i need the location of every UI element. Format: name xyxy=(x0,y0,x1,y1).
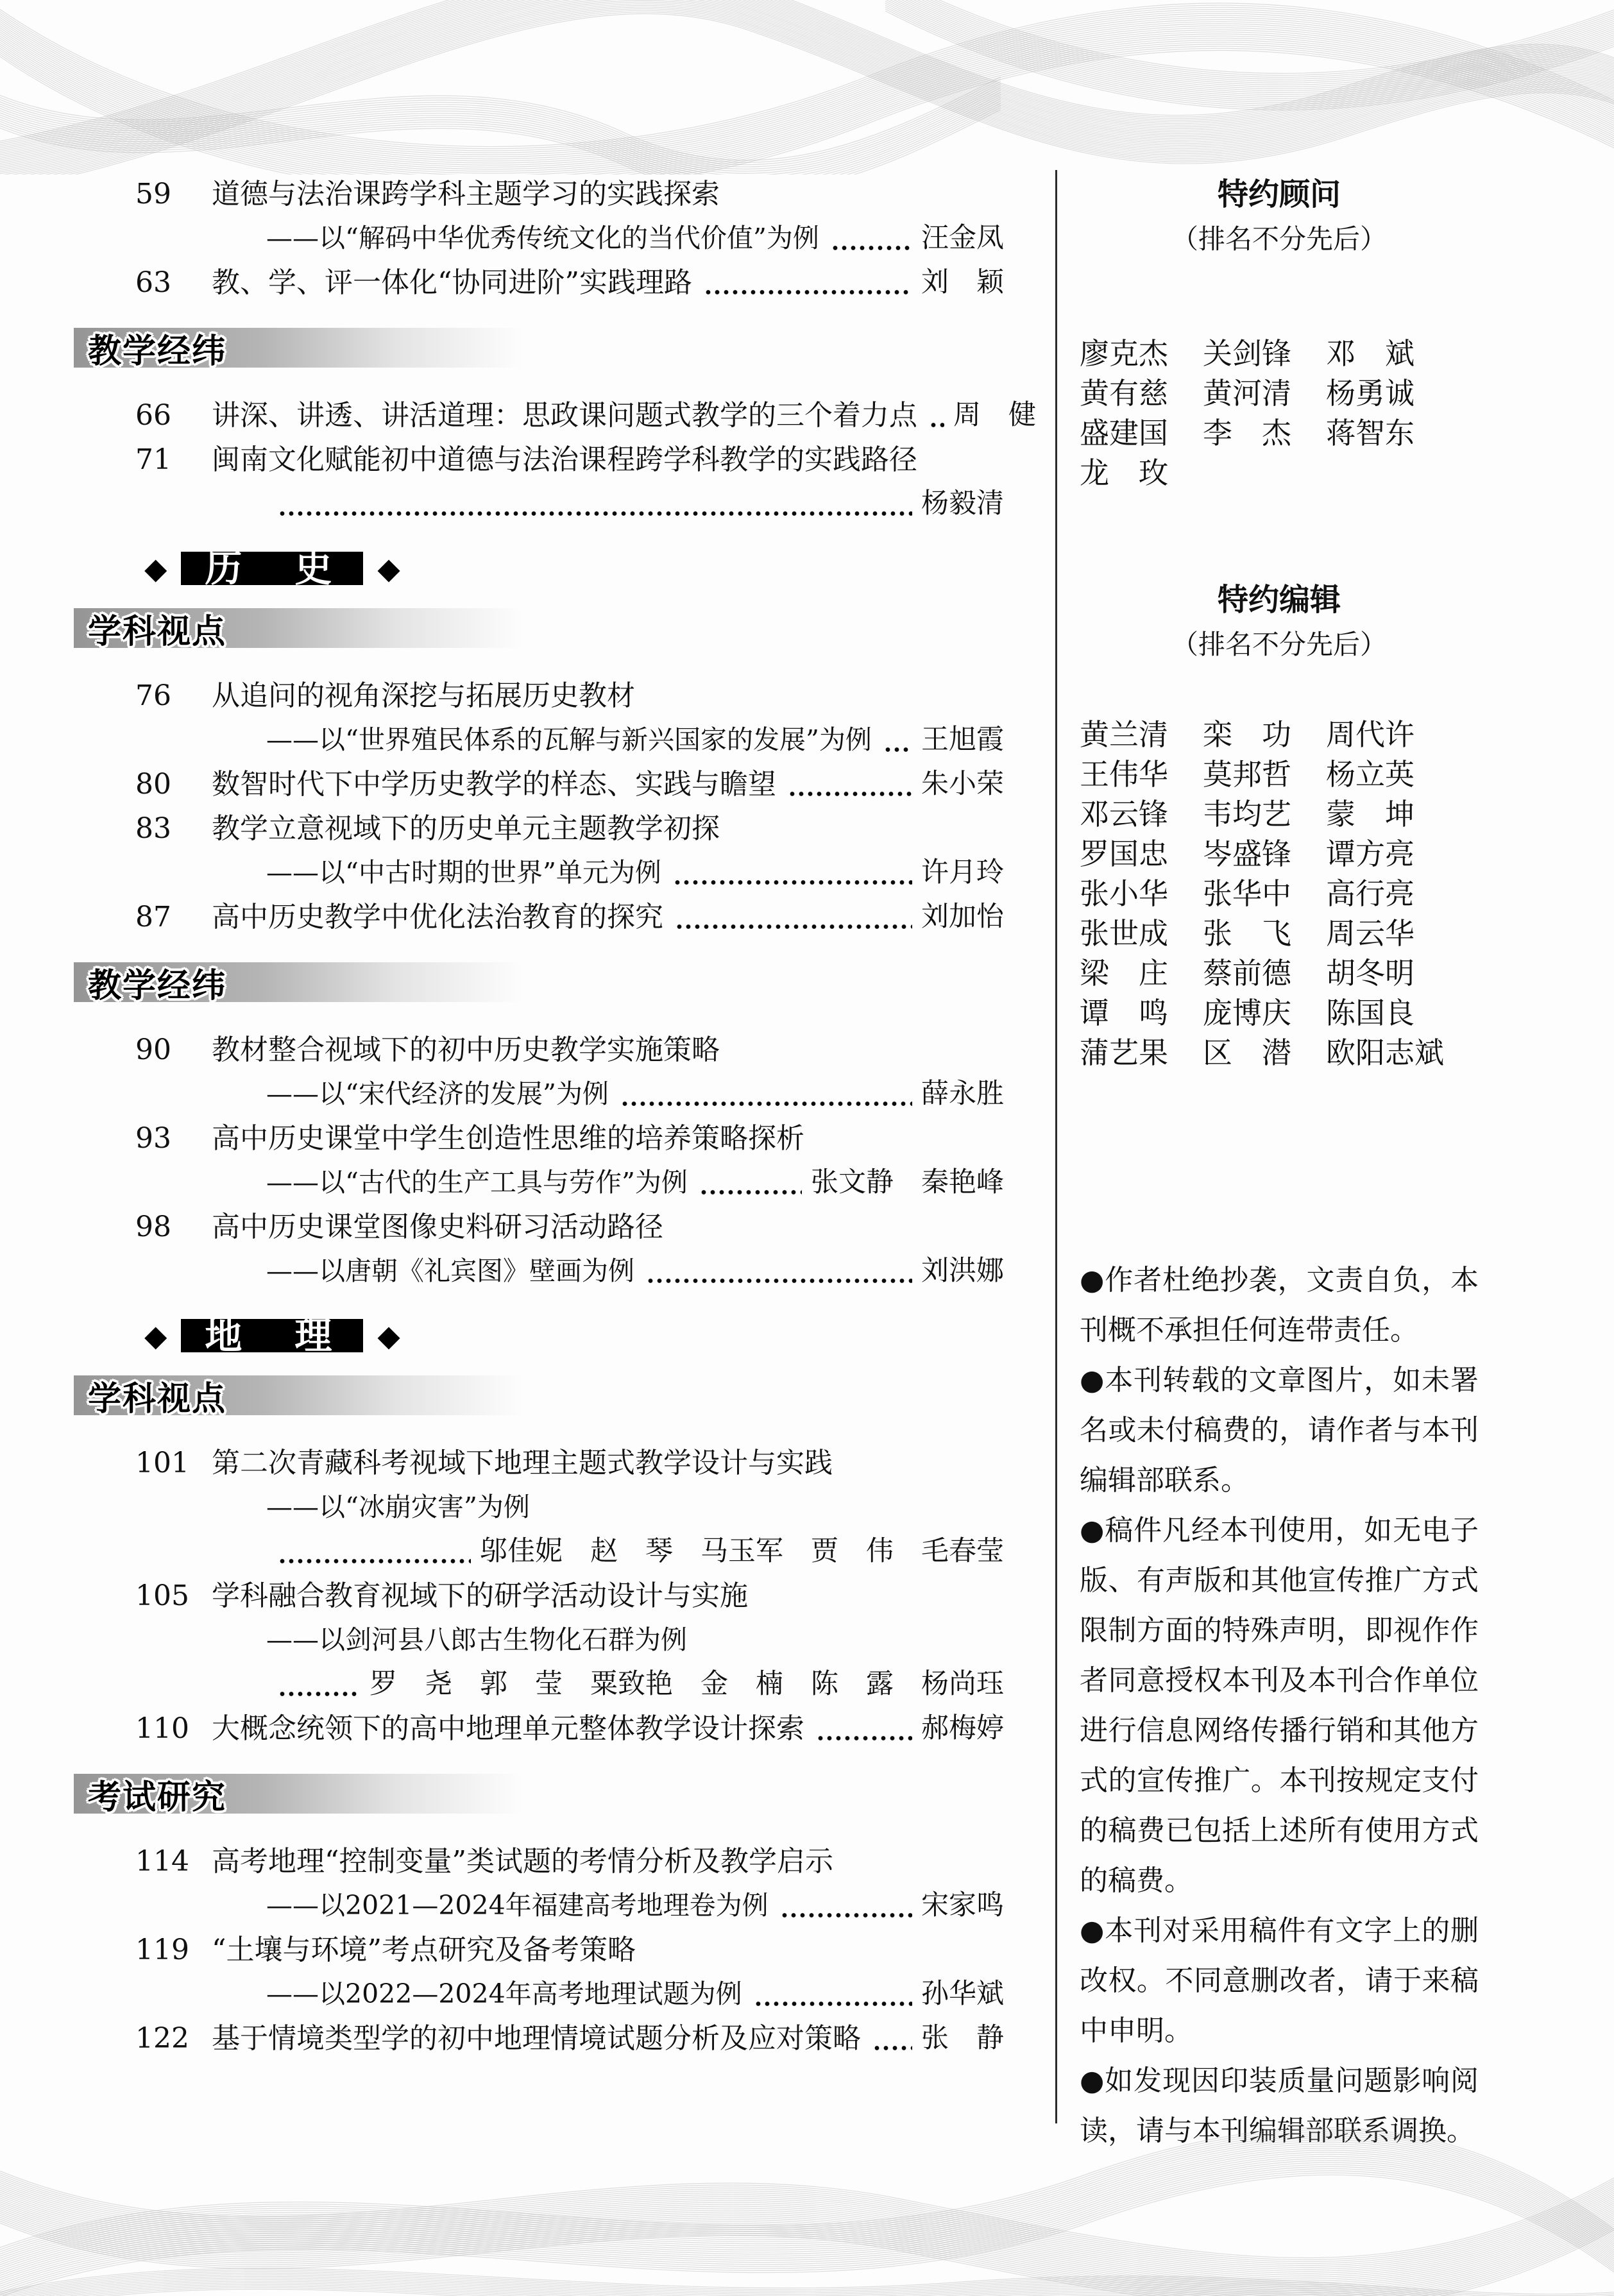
subject-title: 历 史 xyxy=(181,552,363,585)
dot-leader xyxy=(278,1558,471,1564)
page-number: 80 xyxy=(135,768,171,801)
diamond-icon: ◆ xyxy=(377,551,400,586)
entry-authors: 孙华斌 xyxy=(921,1978,1004,2010)
dot-leader xyxy=(675,924,912,930)
toc-entry-line xyxy=(74,172,1004,216)
column-header-label: 考试研究 xyxy=(88,1778,227,1817)
person-name: 杨勇诚 xyxy=(1326,376,1414,411)
toc-entry-line xyxy=(74,1706,1004,1751)
entry-title: 道德与法治课跨学科主题学习的实践探索 xyxy=(212,178,720,210)
entry-title: 学科融合教育视域下的研学活动设计与实施 xyxy=(212,1579,748,1612)
entry-title: 第二次青藏科考视域下地理主题式教学设计与实践 xyxy=(212,1447,833,1479)
dot-leader xyxy=(780,1912,912,1918)
column-header-bar xyxy=(74,608,523,651)
editors-name-grid xyxy=(1080,715,1479,1073)
notice-item: ●如发现因印装质量问题影响阅读，请与本刊编辑部联系调换。 xyxy=(1080,2064,1479,2147)
dot-leader xyxy=(673,880,912,885)
entry-authors: 许月玲 xyxy=(921,856,1004,889)
person-name: 区 潜 xyxy=(1203,1035,1291,1070)
entry-title: 高中历史课堂图像史料研习活动路径 xyxy=(212,1211,663,1243)
entry-authors: 罗 尧 郭 莹 粟致艳 金 楠 陈 露 杨尚珏 xyxy=(370,1668,1004,1700)
entry-subtitle: ——以“古代的生产工具与劳作”为例 xyxy=(266,1167,688,1198)
dot-leader xyxy=(929,422,944,428)
page-number: 66 xyxy=(135,399,171,432)
person-name: 李 杰 xyxy=(1203,416,1291,450)
entry-authors: 周 健 xyxy=(953,399,1036,431)
person-name: 庞博庆 xyxy=(1203,996,1291,1030)
person-name: 蒙 坤 xyxy=(1326,797,1414,831)
person-name: 岑盛锋 xyxy=(1203,837,1291,871)
person-name: 栾 功 xyxy=(1203,717,1291,752)
person-name: 王伟华 xyxy=(1080,757,1168,792)
entry-subtitle: ——以“宋代经济的发展”为例 xyxy=(266,1078,609,1109)
notices-list xyxy=(1080,1255,1479,2156)
page-number: 105 xyxy=(135,1579,189,1612)
page-number: 114 xyxy=(135,1845,189,1878)
toc-entry-line xyxy=(74,1574,1004,1618)
advisors-note: （排名不分先后） xyxy=(1171,223,1387,255)
notice-item: ●本刊转载的文章图片，如未署名或未付稿费的，请作者与本刊编辑部联系。 xyxy=(1080,1364,1479,1497)
notice-item: ●本刊对采用稿件有文字上的删改权。不同意删改者，请于来稿中申明。 xyxy=(1080,1914,1479,2047)
entry-subtitle: ——以“解码中华优秀传统文化的当代价值”为例 xyxy=(266,223,819,253)
notice-item: ●稿件凡经本刊使用，如无电子版、有声版和其他宣传推广方式限制方面的特殊声明，即视作作者同意授权本刊及本刊合作单位进行信息网络传播行销和其他方式的宣传推广。本刊按规定支付的稿费已包括上述所有使用方式的稿费。 xyxy=(1080,1514,1479,1897)
column-header-bar xyxy=(74,1774,523,1817)
toc-column xyxy=(74,166,1036,2061)
toc-entry-line xyxy=(74,1618,1004,1662)
dot-leader xyxy=(883,747,912,753)
person-name: 谭 鸣 xyxy=(1080,996,1168,1030)
advisors-name-grid xyxy=(1080,334,1479,493)
page-number: 71 xyxy=(135,443,171,476)
entry-authors: 薛永胜 xyxy=(921,1078,1004,1110)
person-name: 黄兰清 xyxy=(1080,717,1168,752)
person-name: 黄有慈 xyxy=(1080,376,1168,411)
advisors-title: 特约顾问 xyxy=(1217,176,1341,212)
toc-entry-line xyxy=(74,1839,1004,1884)
toc-entry-line xyxy=(74,1972,1004,2016)
entry-title: 高中历史教学中优化法治教育的探究 xyxy=(212,901,663,933)
toc-entry-line xyxy=(74,1529,1004,1574)
subject-divider xyxy=(144,1314,1004,1357)
dot-leader xyxy=(646,1278,912,1284)
entry-title: 闽南文化赋能初中道德与法治课程跨学科教学的实践路径 xyxy=(212,443,917,476)
person-name: 盛建国 xyxy=(1080,416,1168,450)
entry-subtitle: ——以“中古时期的世界”单元为例 xyxy=(266,857,661,888)
page-number: 93 xyxy=(135,1122,171,1155)
person-name: 龙 玫 xyxy=(1080,455,1168,490)
person-name: 廖克杰 xyxy=(1080,336,1168,371)
dot-leader xyxy=(704,289,912,295)
entry-subtitle: ——以2022—2024年高考地理试题为例 xyxy=(266,1978,742,2009)
person-name: 高行亮 xyxy=(1326,876,1414,911)
entry-title: 高考地理“控制变量”类试题的考情分析及教学启示 xyxy=(212,1845,833,1878)
toc-entry-line xyxy=(74,438,1004,482)
toc-entry-line xyxy=(74,1161,1004,1205)
page-number: 76 xyxy=(135,679,171,712)
entry-title: 讲深、讲透、讲活道理：思政课问题式教学的三个着力点 xyxy=(212,399,917,432)
toc-entry-line xyxy=(74,482,1004,526)
toc-entry-line xyxy=(74,1072,1004,1116)
entry-title: 数智时代下中学历史教学的样态、实践与瞻望 xyxy=(212,768,776,801)
person-name: 梁 庄 xyxy=(1080,956,1168,991)
toc-entry-line xyxy=(74,851,1004,895)
person-name: 张 飞 xyxy=(1203,916,1291,951)
entry-title: 教材整合视域下的初中历史教学实施策略 xyxy=(212,1033,720,1066)
toc-entry-line xyxy=(74,1485,1004,1529)
entry-subtitle: ——以2021—2024年福建高考地理卷为例 xyxy=(266,1890,769,1921)
diamond-icon: ◆ xyxy=(377,1318,400,1353)
toc-entry-line xyxy=(74,806,1004,851)
toc-entry-line xyxy=(74,393,1036,438)
page-number: 122 xyxy=(135,2022,189,2055)
diamond-icon: ◆ xyxy=(144,1318,167,1353)
person-name: 关剑锋 xyxy=(1203,336,1291,371)
entry-authors: 刘洪娜 xyxy=(921,1255,1004,1287)
dot-leader xyxy=(620,1101,912,1107)
column-divider-line xyxy=(1055,170,1057,2123)
entry-title: 大概念统领下的高中地理单元整体教学设计探索 xyxy=(212,1712,804,1745)
toc-entry-line xyxy=(74,216,1004,260)
person-name: 张世成 xyxy=(1080,916,1168,951)
entry-authors: 邬佳妮 赵 琴 马玉军 贾 伟 毛春莹 xyxy=(480,1535,1004,1567)
entry-authors: 杨毅清 xyxy=(921,488,1004,520)
entry-subtitle: ——以“冰崩灾害”为例 xyxy=(266,1492,530,1522)
column-header-bar xyxy=(74,962,523,1005)
page-number: 63 xyxy=(135,266,171,299)
person-name: 张华中 xyxy=(1203,876,1291,911)
masthead-column xyxy=(1080,172,1479,2156)
person-name: 陈国良 xyxy=(1326,996,1414,1030)
toc-entry-line xyxy=(74,674,1004,718)
entry-authors: 王旭霞 xyxy=(921,724,1004,756)
diamond-icon: ◆ xyxy=(144,551,167,586)
entry-title: 基于情境类型学的初中地理情境试题分析及应对策略 xyxy=(212,2022,861,2055)
column-header-label: 教学经纬 xyxy=(88,332,227,371)
dot-leader xyxy=(278,511,912,516)
column-header-label: 教学经纬 xyxy=(88,966,227,1005)
dot-leader xyxy=(816,1735,912,1741)
toc-entry-line xyxy=(74,1441,1004,1485)
person-name: 莫邦哲 xyxy=(1203,757,1291,792)
toc-entry-line xyxy=(74,1028,1004,1072)
person-name: 周代许 xyxy=(1326,717,1414,752)
column-header-bar xyxy=(74,1375,523,1418)
column-header-bar xyxy=(74,328,523,371)
person-name: 蒲艺果 xyxy=(1080,1035,1168,1070)
toc-entry-line xyxy=(74,260,1004,305)
editors-note: （排名不分先后） xyxy=(1171,629,1387,660)
entry-title: “土壤与环境”考点研究及备考策略 xyxy=(212,1934,636,1966)
page-number: 101 xyxy=(135,1447,189,1479)
page-number: 83 xyxy=(135,812,171,845)
entry-title: 教、学、评一体化“协同进阶”实践理路 xyxy=(212,266,692,299)
person-name: 周云华 xyxy=(1326,916,1414,951)
toc-entry-line xyxy=(74,1662,1004,1706)
entry-authors: 汪金凤 xyxy=(921,222,1004,254)
page-number: 59 xyxy=(135,178,171,210)
page-number: 110 xyxy=(135,1712,189,1745)
page-number: 90 xyxy=(135,1033,171,1066)
person-name: 杨立英 xyxy=(1326,757,1414,792)
entry-title: 从追问的视角深挖与拓展历史教材 xyxy=(212,679,635,712)
person-name: 蒋智东 xyxy=(1326,416,1414,450)
toc-entry-line xyxy=(74,895,1004,939)
dot-leader xyxy=(831,245,912,251)
notice-item: ●作者杜绝抄袭，文责自负，本刊概不承担任何连带责任。 xyxy=(1080,1264,1479,1347)
decorative-wave-top xyxy=(0,0,1614,174)
decorative-wave-bottom xyxy=(0,2096,1614,2296)
toc-entry-line xyxy=(74,1249,1004,1293)
entry-authors: 朱小荣 xyxy=(921,768,1004,800)
person-name: 张小华 xyxy=(1080,876,1168,911)
editors-title: 特约编辑 xyxy=(1217,582,1341,618)
person-name: 黄河清 xyxy=(1203,376,1291,411)
dot-leader xyxy=(278,1691,361,1697)
entry-subtitle: ——以“世界殖民体系的瓦解与新兴国家的发展”为例 xyxy=(266,724,872,755)
toc-entry-line xyxy=(74,1928,1004,1972)
person-name: 胡冬明 xyxy=(1326,956,1414,991)
toc-entry-line xyxy=(74,718,1004,762)
subject-divider xyxy=(144,547,1004,590)
entry-subtitle: ——以剑河县八郎古生物化石群为例 xyxy=(266,1624,687,1655)
person-name: 韦均艺 xyxy=(1203,797,1291,831)
page-number: 98 xyxy=(135,1211,171,1243)
dot-leader xyxy=(788,791,912,797)
page-number: 87 xyxy=(135,901,171,933)
person-name: 谭方亮 xyxy=(1326,837,1414,871)
toc-entry-line xyxy=(74,1884,1004,1928)
subject-title: 地 理 xyxy=(181,1319,363,1352)
column-header-label: 学科视点 xyxy=(88,612,227,651)
toc-entry-line xyxy=(74,2016,1004,2061)
column-header-label: 学科视点 xyxy=(88,1379,227,1418)
toc-entry-line xyxy=(74,762,1004,806)
entry-authors: 刘加怡 xyxy=(921,901,1004,933)
person-name: 邓 斌 xyxy=(1326,336,1414,371)
entry-authors: 宋家鸣 xyxy=(921,1889,1004,1921)
person-name: 邓云锋 xyxy=(1080,797,1168,831)
page-number: 119 xyxy=(135,1934,189,1966)
entry-authors: 张 静 xyxy=(921,2022,1004,2054)
entry-title: 高中历史课堂中学生创造性思维的培养策略探析 xyxy=(212,1122,804,1155)
person-name: 蔡前德 xyxy=(1203,956,1291,991)
toc-entry-line xyxy=(74,1205,1004,1249)
entry-subtitle: ——以唐朝《礼宾图》壁画为例 xyxy=(266,1255,634,1286)
person-name: 欧阳志斌 xyxy=(1326,1035,1444,1070)
dot-leader xyxy=(754,2001,912,2007)
dot-leader xyxy=(699,1189,802,1195)
toc-entry-line xyxy=(74,1116,1004,1161)
entry-authors: 张文静 秦艳峰 xyxy=(811,1166,1004,1198)
entry-authors: 郝梅婷 xyxy=(921,1712,1004,1744)
dot-leader xyxy=(872,2045,912,2051)
person-name: 罗国忠 xyxy=(1080,837,1168,871)
entry-title: 教学立意视域下的历史单元主题教学初探 xyxy=(212,812,720,845)
entry-authors: 刘 颖 xyxy=(921,266,1004,298)
